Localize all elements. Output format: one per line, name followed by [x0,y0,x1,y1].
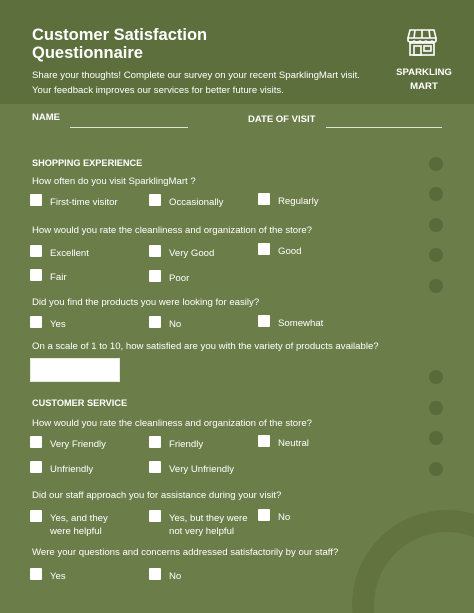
decorative-dot [429,462,443,476]
title-line-2: Questionnaire [32,44,143,62]
option-line: No [278,512,291,523]
option-no[interactable]: No [149,316,181,331]
option-very-unfriendly[interactable]: Very Unfriendly [149,461,234,476]
checkbox[interactable] [149,270,161,282]
option-regularly[interactable]: Regularly [258,193,319,208]
option-not-addressed[interactable]: No [149,568,181,583]
option-yes-helpful[interactable] [30,510,108,538]
question-staff-assistance: Did our staff approach you for assistance during your visit? [32,490,282,501]
option-very-friendly[interactable]: Very Friendly [30,436,106,451]
option-fair[interactable]: Fair [30,269,67,284]
question-cleanliness: How would you rate the cleanliness and organization of the store? [32,225,312,236]
checkbox[interactable] [258,509,270,521]
option-line: Yes, but they were [169,513,248,524]
decorative-dot [429,370,443,384]
option-line: were helpful [50,526,102,537]
checkbox[interactable] [30,568,42,580]
intro-line-2: Your feedback improves our services for better future visits. [32,85,284,96]
option-yes[interactable]: Yes [30,316,66,331]
option-poor[interactable]: Poor [149,270,189,285]
checkbox[interactable] [30,461,42,473]
decorative-dot [429,279,443,293]
brand-line-2: MART [410,81,438,92]
decorative-dot [429,431,443,445]
checkbox[interactable] [258,193,270,205]
question-find-products: Did you find the products you were looking for easily? [32,297,260,308]
storefront-icon [406,26,438,58]
option-friendly[interactable]: Friendly [149,436,203,451]
intro-line-1: Share your thoughts! Complete our survey on your recent SparklingMart visit. [32,70,360,81]
option-no-assistance[interactable] [258,509,290,524]
question-visit-frequency: How often do you visit SparklingMart ? [32,176,196,187]
checkbox[interactable] [149,510,161,522]
option-very-good[interactable]: Very Good [149,245,214,260]
option-first-time[interactable]: First-time visitor [30,194,118,209]
option-line: not very helpful [169,526,235,537]
title-line-1: Customer Satisfaction [32,26,208,44]
rating-input[interactable] [30,358,120,382]
checkbox[interactable] [149,316,161,328]
checkbox[interactable] [258,435,270,447]
option-line: Yes, and they [50,513,108,524]
checkbox[interactable] [149,568,161,580]
checkbox[interactable] [149,436,161,448]
page-title [32,26,252,62]
decorative-dot [429,187,443,201]
checkbox[interactable] [149,245,161,257]
question-concerns-addressed: Were your questions and concerns addressed satisfactorily by our staff? [32,547,339,558]
checkbox[interactable] [258,243,270,255]
checkbox[interactable] [30,316,42,328]
option-yes-addressed[interactable]: Yes [30,568,66,583]
option-excellent[interactable]: Excellent [30,245,89,260]
option-good[interactable]: Good [258,243,301,258]
checkbox[interactable] [30,245,42,257]
decorative-dot [429,248,443,262]
checkbox[interactable] [30,269,42,281]
question-variety-scale: On a scale of 1 to 10, how satisfied are you with the variety of products available? [32,341,379,352]
name-field[interactable] [70,127,188,128]
checkbox[interactable] [30,194,42,206]
decorative-dot [429,218,443,232]
brand-name [380,66,468,94]
question-staff-friendliness: How would you rate the cleanliness and organization of the store? [32,418,312,429]
checkbox[interactable] [30,510,42,522]
date-field[interactable] [326,127,442,128]
decorative-dot [429,401,443,415]
brand-line-1: SPARKLING [396,67,452,78]
checkbox[interactable] [149,461,161,473]
checkbox[interactable] [258,315,270,327]
date-label: DATE OF VISIT [248,114,316,125]
option-neutral[interactable]: Neutral [258,435,309,450]
option-occasionally[interactable]: Occasionally [149,194,223,209]
option-somewhat[interactable]: Somewhat [258,315,323,330]
decorative-dot [429,157,443,171]
checkbox[interactable] [149,194,161,206]
checkbox[interactable] [30,436,42,448]
service-heading: CUSTOMER SERVICE [32,398,128,408]
decorative-circle [352,510,474,613]
shopping-heading: SHOPPING EXPERIENCE [32,158,143,168]
option-unfriendly[interactable]: Unfriendly [30,461,93,476]
option-yes-not-helpful[interactable] [149,510,248,538]
name-label: NAME [32,112,60,123]
intro-text [32,68,372,98]
